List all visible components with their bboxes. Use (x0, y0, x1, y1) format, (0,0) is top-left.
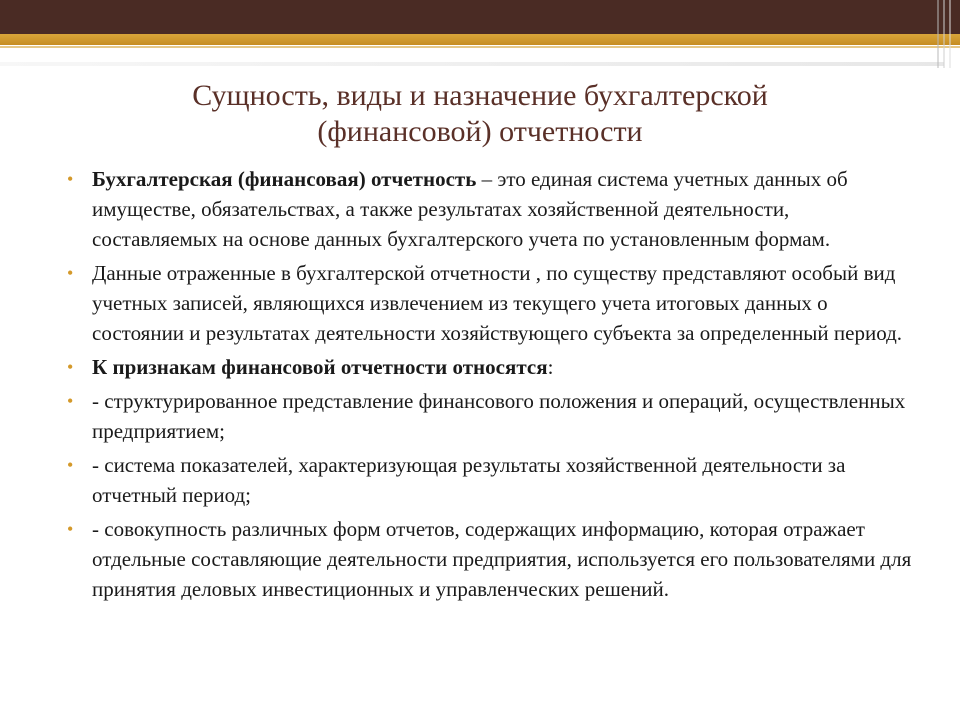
bullet-icon: • (67, 263, 74, 283)
title-line-1: Сущность, виды и назначение бухгалтерской (192, 79, 768, 112)
bullet-text: - совокупность различных форм отчетов, содержащих информацию, которая отражает отдельные составляющие деятельности предприятия, используется его пользователями для принятия деловых инвестиционных и управленческих решений. (92, 517, 912, 601)
bullet-icon: • (67, 391, 74, 411)
bullet-icon: • (67, 519, 74, 539)
bullet-item (67, 352, 917, 382)
bullet-text: : (547, 355, 554, 379)
slide-edge-shadow (0, 62, 944, 66)
bullet-item (67, 514, 917, 604)
bullet-list (67, 164, 917, 608)
bullet-icon: • (67, 169, 74, 189)
bullet-text: Данные отраженные в бухгалтерской отчетности , по существу представляют особый вид учетных записей, являющихся извлечением из текущего учета итоговых данных о состоянии и результатах деятельности хозяйствующего субъекта за определенный период. (92, 261, 903, 345)
slide-title (90, 78, 870, 150)
bullet-icon: • (67, 357, 74, 377)
bullet-bold-text: К признакам финансовой отчетности относятся (92, 355, 548, 379)
bullet-item (67, 386, 917, 446)
bullet-text: - структурированное представление финансового положения и операций, осуществленных предприятием; (92, 389, 906, 443)
bullet-icon: • (67, 455, 74, 475)
bullet-bold-text: Бухгалтерская (финансовая) отчетность (92, 167, 477, 191)
header-thin-stripe (0, 46, 960, 48)
bullet-item (67, 164, 917, 254)
header-gold-stripe (0, 34, 960, 45)
bullet-item (67, 450, 917, 510)
header-band (0, 0, 960, 34)
bullet-text: - система показателей, характеризующая результаты хозяйственной деятельности за отчетный период; (92, 453, 846, 507)
bullet-item (67, 258, 917, 348)
title-line-2: (финансовой) отчетности (317, 115, 643, 148)
bullet-text: – это единая система учетных данных об имуществе, обязательствах, а также результатах хозяйственной деятельности, составляемых на основе данных бухгалтерского учета по установленным формам. (92, 167, 848, 251)
corner-decoration (930, 0, 960, 68)
